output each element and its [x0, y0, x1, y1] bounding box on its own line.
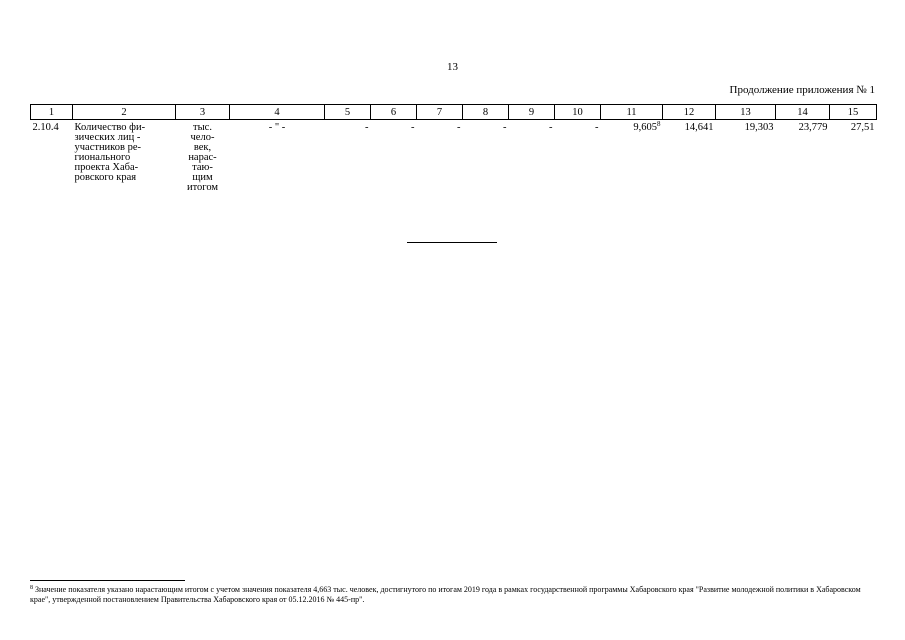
cell-col-10: -: [595, 122, 599, 133]
continuation-label: Продолжение приложения № 1: [729, 84, 875, 96]
indicator-name-line: участников ре-: [74, 142, 141, 153]
cell-col-12: 14,641: [684, 122, 714, 133]
cell-col-15: 27,51: [850, 122, 875, 133]
indicator-name-line: ровского края: [74, 172, 137, 183]
col-header-9: 9: [509, 105, 555, 120]
indicator-name: [73, 120, 176, 194]
footnote: [30, 585, 878, 605]
col-header-2: 2: [73, 105, 176, 120]
indicator-name-line: зических лиц -: [74, 132, 141, 143]
col-header-6: 6: [371, 105, 417, 120]
col-header-15: 15: [830, 105, 877, 120]
indicator-name-line: гионального: [74, 152, 131, 163]
unit-line: чело-: [190, 132, 215, 143]
table-row: [31, 120, 877, 194]
col-header-12: 12: [663, 105, 716, 120]
col-header-5: 5: [325, 105, 371, 120]
cell-col-8: -: [503, 122, 507, 133]
header-row: [31, 105, 877, 120]
page-number: 13: [447, 61, 458, 73]
unit-line: век,: [193, 142, 212, 153]
unit-line: щим: [192, 172, 213, 183]
cell-col-4: - " -: [268, 122, 286, 133]
unit-of-measure: [176, 120, 230, 194]
indicator-name-line: Количество фи-: [74, 122, 146, 133]
col-header-4: 4: [230, 105, 325, 120]
appendix-table: [30, 104, 877, 193]
cell-col-7: -: [457, 122, 461, 133]
cell-col-13: 19,303: [744, 122, 774, 133]
indicator-name-line: проекта Хаба-: [74, 162, 139, 173]
cell-col-9: -: [549, 122, 553, 133]
cell-col-11-value: 9,605: [633, 122, 657, 133]
footnote-marker: 8: [30, 585, 33, 591]
col-header-10: 10: [555, 105, 601, 120]
cell-col-11: [601, 120, 663, 194]
footnote-text: Значение показателя указано нарастающим итогом с учетом значения показателя 4,663 тыс. человек, достигнутого по итогам 2019 года в рамках государственной программы Хабаровского края "Развитие молодежной политики в Хабаровском крае", утвержденной постановлением Правительства Хабаровского края от 05.12.2016 № 445-пр".: [30, 585, 861, 604]
unit-line: нарас-: [188, 152, 217, 163]
col-header-3: 3: [176, 105, 230, 120]
unit-line: итогом: [186, 182, 219, 193]
col-header-7: 7: [417, 105, 463, 120]
footnote-divider: [30, 580, 185, 581]
col-header-1: 1: [31, 105, 73, 120]
section-separator-line: [407, 242, 497, 243]
col-header-13: 13: [716, 105, 776, 120]
cell-col-5: -: [365, 122, 369, 133]
cell-col-6: -: [411, 122, 415, 133]
cell-col-14: 23,779: [798, 122, 828, 133]
unit-line: таю-: [192, 162, 213, 173]
col-header-8: 8: [463, 105, 509, 120]
row-number: 2.10.4: [32, 122, 59, 133]
footnote-mark: 8: [657, 120, 661, 128]
col-header-14: 14: [776, 105, 830, 120]
col-header-11: 11: [601, 105, 663, 120]
unit-line: тыс.: [193, 122, 212, 133]
